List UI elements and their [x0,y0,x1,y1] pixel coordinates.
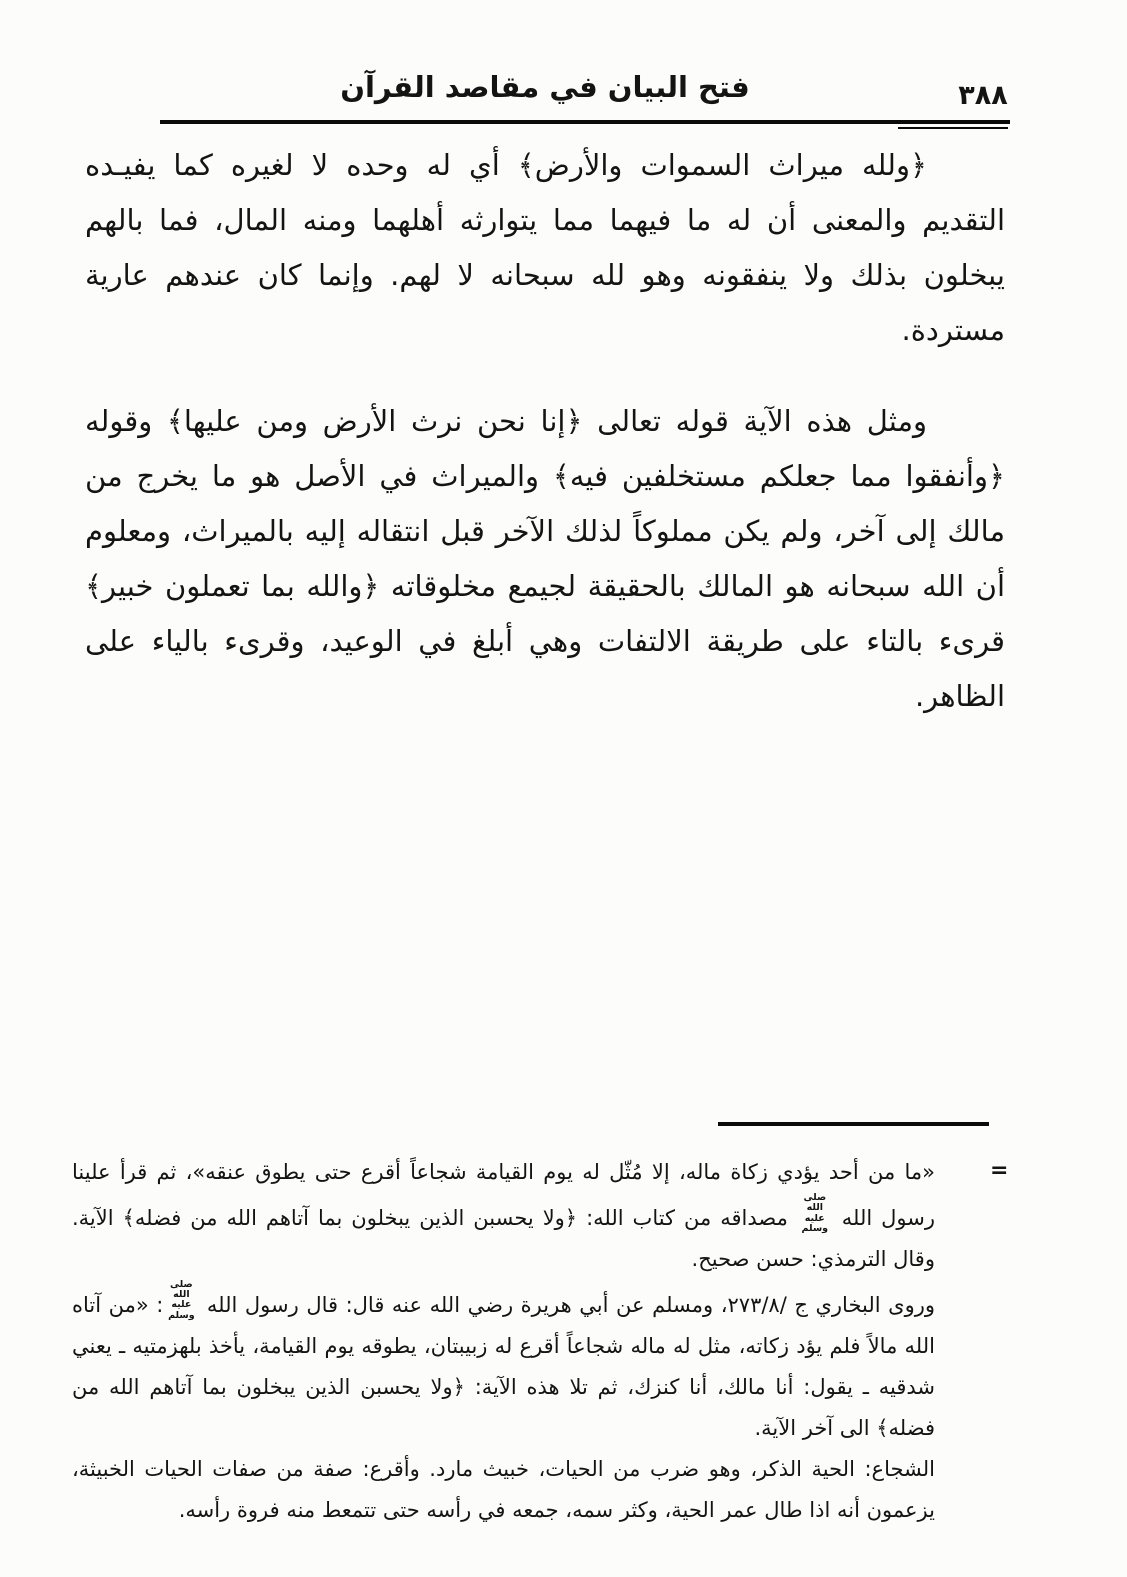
salla-allahu-alayhi-wa-sallam-ligature: صلى الله عليه وسلم [801,1192,829,1234]
page-title: فتح البيان في مقاصد القرآن [340,70,750,104]
footnote-separator-rule [718,1122,989,1126]
main-paragraph-2: ومثل هذه الآية قوله تعالى ﴿إنا نحن نرث الأرض ومن عليها﴾ وقوله ﴿وأنفقوا مما جعلكم مستخلفين فيه﴾ والميراث في الأصل هو ما يخرج من مالك إلى آخر، ولم يكن مملوكاً لذلك الآخر قبل انتقاله إليه بالميراث، ومعلوم أن الله سبحانه هو المالك بالحقيقة لجيمع مخلوقاته ﴿والله بما تعملون خبير﴾ قرىء بالتاء على طريقة الالتفات وهي أبلغ في الوعيد، وقرىء بالياء على الظاهر. [85,404,1005,713]
salla-allahu-alayhi-wa-sallam-ligature: صلى الله عليه وسلم [168,1278,195,1321]
header-rule-secondary [898,127,1008,129]
footnote-paragraph-1: «ما من أحد يؤدي زكاة ماله، إلا مُثّل له يوم القيامة شجاعاً أقرع حتى يطوق عنقه»، ثم قرأ علينا رسول الله صلى الله عليه وسلم مصداقه من كتاب الله: ﴿ولا يحسبن الذين يبخلون بما آتاهم الله من فضله﴾ الآية. وقال الترمذي: حسن صحيح. [72,1160,936,1271]
main-text [85,138,1005,724]
footnote-paragraph-3: الشجاع: الحية الذكر، وهو ضرب من الحيات، خبيث مارد. وأقرع: صفة من صفات الحيات الخبيثة، يزعمون أنه اذا طال عمر الحية، وكثر سمه، جمعه في رأسه حتى تتمعط منه فروة رأسه. [72,1456,935,1522]
page-number: ٣٨٨ [958,80,1008,111]
footnote-paragraph-2: وروى البخاري ج /٢٧٣/٨، ومسلم عن أبي هريرة رضي الله عنه قال: قال رسول الله صلى الله عليه وسلم: «من آتاه الله مالاً فلم يؤد زكاته، مثل له ماله شجاعاً أقرع له زبيبتان، يطوقه يوم القيامة، يأخذ بلهزمتيه ـ يعني شدقيه ـ يقول: أنا مالك، أنا كنزك، ثم تلا هذه الآية: ﴿ولا يحسبن الذين يبخلون بما آتاهم الله من فضله﴾ الى آخر الآية. [72,1278,935,1440]
header-rule [160,120,1010,124]
footnotes-block [72,1152,935,1531]
footnote-continuation-mark: = [990,1158,1009,1183]
main-paragraph-1: ﴿ولله ميراث السموات والأرض﴾ أي له وحده لا لغيره كما يفيـده التقديم والمعنى أن له ما فيهما مما يتوارثه أهلهما ومنه المال، فما بالهم يبخلون بذلك ولا ينفقونه وهو لله سبحانه لا لهم. وإنما كان عندهم عارية مستردة. [85,148,1005,347]
